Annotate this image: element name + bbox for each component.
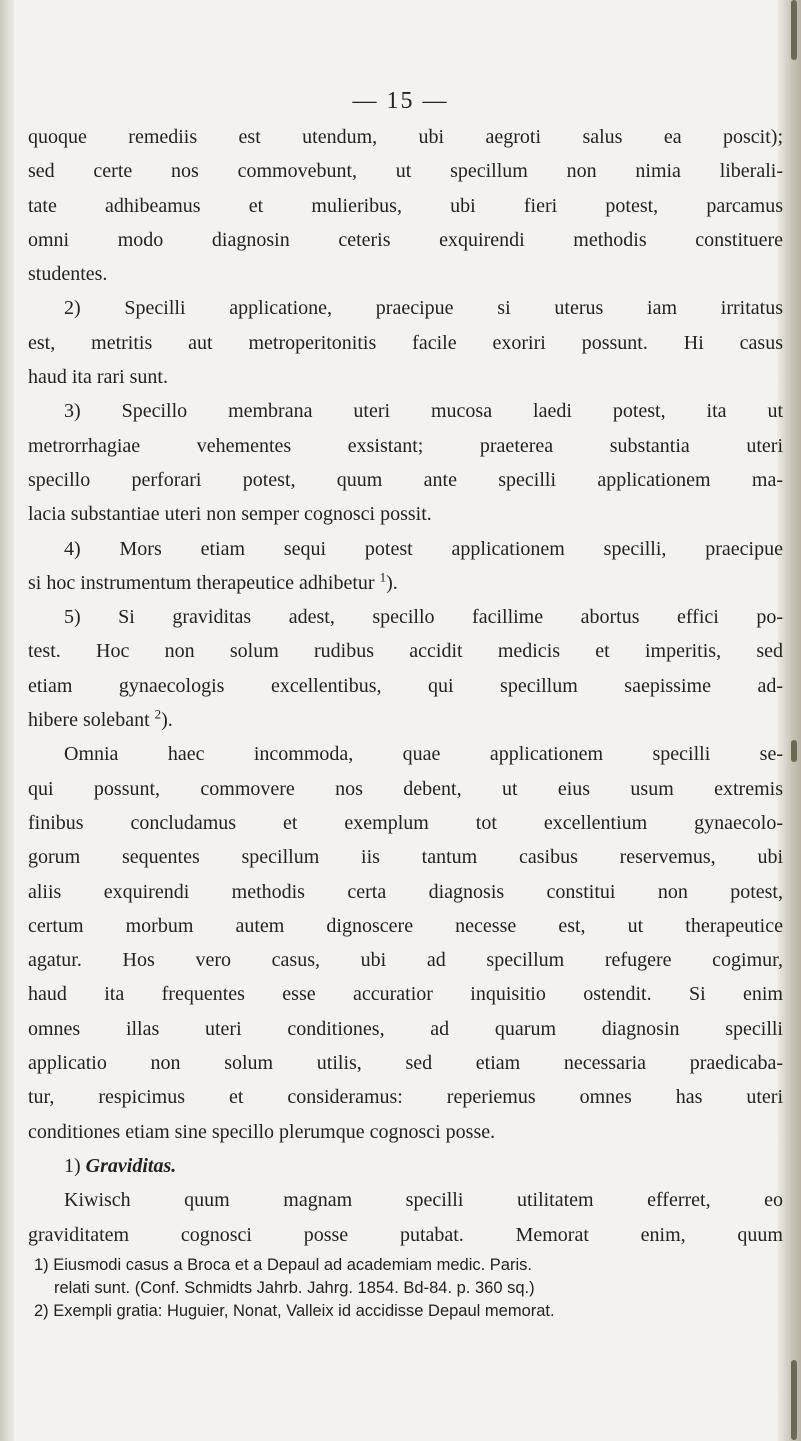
text-line: est, metritis aut metroperitonitis facile exoriri possunt. Hi casus — [28, 331, 783, 354]
text-line: finibus concludamus et exemplum tot excellentium gynaecolo- — [28, 811, 783, 834]
footnote-ref-tail: ). — [161, 709, 173, 732]
text-line: specillo perforari potest, quum ante specilli applicationem ma- — [28, 468, 783, 491]
text-line: test. Hoc non solum rudibus accidit medicis et imperitis, sed — [28, 640, 783, 663]
text-line: 2) Specilli applicatione, praecipue si uterus iam irritatus — [64, 297, 783, 320]
text-line: tur, respicimus et consideramus: reperiemus omnes has uteri — [28, 1086, 783, 1109]
footnote-2: 2) Exempli gratia: Huguier, Nonat, Valleix id accidisse Depaul memorat. — [34, 1301, 555, 1320]
footnote-ref-tail: ). — [386, 571, 398, 594]
footnote-1: 1) Eiusmodi casus a Broca et a Depaul ad academiam medic. Paris. — [34, 1255, 532, 1274]
text-line: omni modo diagnosin ceteris exquirendi methodis constituere — [28, 228, 783, 251]
section-number: 1) — [64, 1154, 81, 1177]
text-line: 3) Specillo membrana uteri mucosa laedi potest, ita ut — [64, 400, 783, 423]
text-line: gorum sequentes specillum iis tantum casibus reservemus, ubi — [28, 846, 783, 869]
text-line: qui possunt, commovere nos debent, ut eius usum extremis — [28, 777, 783, 800]
text-line: Omnia haec incommoda, quae applicationem specilli se- — [64, 743, 783, 766]
footnote-1-continued: relati sunt. (Conf. Schmidts Jahrb. Jahrg. 1854. Bd-84. p. 360 sq.) — [54, 1278, 535, 1297]
text-line: graviditatem cognosci posse putabat. Memorat enim, quum — [28, 1223, 783, 1246]
text-line: conditiones etiam sine specillo plerumque cognosci posse. — [28, 1120, 496, 1143]
binding-mark — [791, 0, 797, 60]
page-left-edge — [0, 0, 14, 1441]
text-line — [28, 566, 783, 600]
text-line-content: si hoc instrumentum therapeutice adhibetur — [28, 571, 375, 594]
text-line: metrorrhagiae vehementes exsistant; praeterea substantia uteri — [28, 434, 783, 457]
text-line: sed certe nos commovebunt, ut specillum non nimia liberali- — [28, 160, 783, 183]
binding-mark — [791, 740, 797, 762]
text-line: etiam gynaecologis excellentibus, qui specillum saepissime ad- — [28, 674, 783, 697]
text-line: agatur. Hos vero casus, ubi ad specillum refugere cogimur, — [28, 949, 783, 972]
text-line: lacia substantiae uteri non semper cognosci possit. — [28, 503, 432, 526]
text-line: tate adhibeamus et mulieribus, ubi fieri potest, parcamus — [28, 194, 783, 217]
text-line: haud ita rari sunt. — [28, 366, 168, 389]
section-heading — [28, 1149, 783, 1183]
body-text — [28, 120, 783, 1323]
text-line: aliis exquirendi methodis certa diagnosis constitui non potest, — [28, 880, 783, 903]
text-line — [28, 703, 783, 737]
text-line: quoque remediis est utendum, ubi aegroti salus ea poscit); — [28, 126, 783, 148]
text-line: 4) Mors etiam sequi potest applicationem specilli, praecipue — [64, 537, 783, 560]
text-line: 5) Si graviditas adest, specillo facillime abortus effici po- — [64, 606, 783, 629]
text-line: omnes illas uteri conditiones, ad quarum diagnosin specilli — [28, 1017, 783, 1040]
text-line: applicatio non solum utilis, sed etiam necessaria praedicaba- — [28, 1052, 783, 1075]
text-line: certum morbum autem dignoscere necesse est, ut therapeutice — [28, 914, 783, 937]
text-line-content: hibere solebant — [28, 709, 150, 732]
text-line: studentes. — [28, 263, 108, 286]
page-number-header: — 15 — — [352, 88, 449, 114]
footnote-ref-1: 1 — [379, 569, 387, 585]
text-line: Kiwisch quum magnam specilli utilitatem efferret, eo — [64, 1189, 783, 1212]
footnote-ref-2: 2 — [154, 706, 162, 722]
text-line: haud ita frequentes esse accuratior inquisitio ostendit. Si enim — [28, 983, 783, 1006]
footnotes — [28, 1254, 783, 1323]
binding-mark — [791, 1360, 797, 1440]
section-title: Graviditas. — [85, 1154, 177, 1177]
